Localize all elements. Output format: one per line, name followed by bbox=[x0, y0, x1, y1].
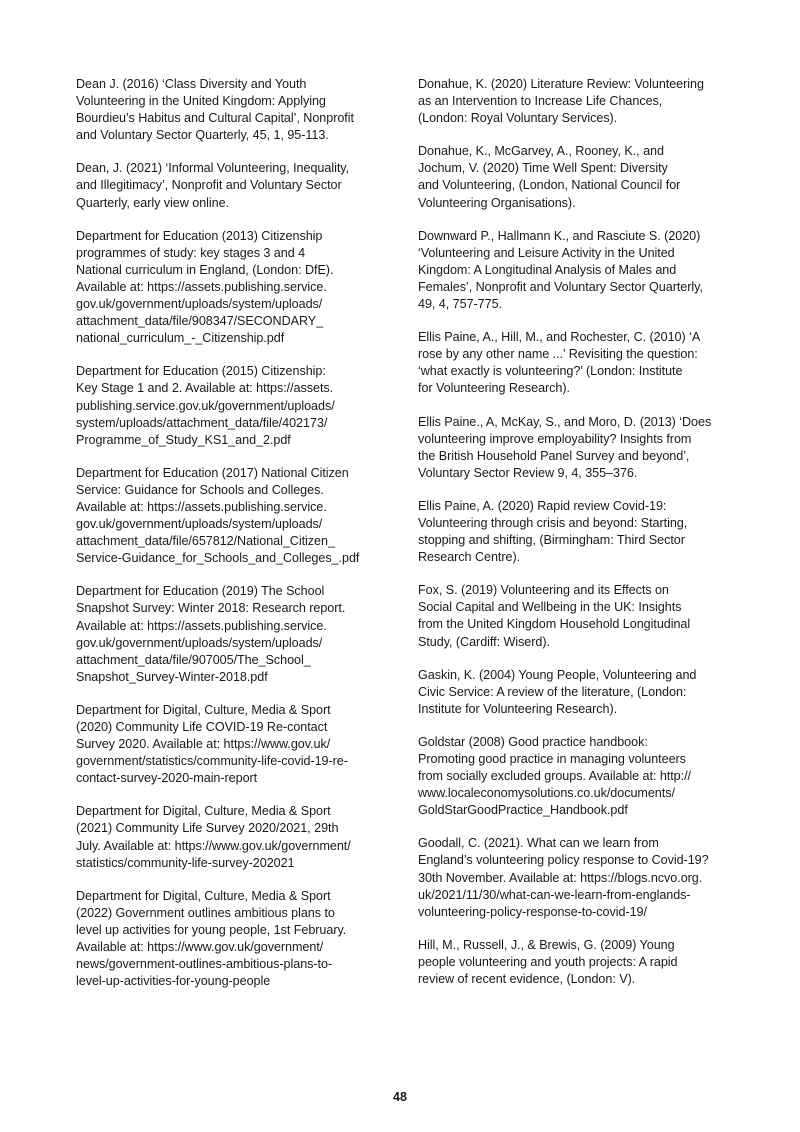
reference-entry: Fox, S. (2019) Volunteering and its Effects on Social Capital and Wellbeing in the UK: Insights from the United Kingdom Household Longitudinal Study, (Cardiff: Wiserd). bbox=[418, 583, 691, 649]
reference-entry: Department for Education (2015) Citizenship: Key Stage 1 and 2. Available at: https://assets. publishing.service.gov.uk/government/uploads/ system/uploads/attachment_data/file/402173/ Programme_of_Study_KS1_and_2.pdf bbox=[76, 364, 335, 447]
reference-entry: Dean J. (2016) ‘Class Diversity and Youth Volunteering in the United Kingdom: Applying Bourdieu’s Habitus and Cultural Capital’, Nonprofit and Voluntary Sector Quarterly, 45, 1, 95-113. bbox=[76, 77, 354, 143]
page-number: 48 bbox=[393, 1090, 407, 1104]
reference-entry: Donahue, K., McGarvey, A., Rooney, K., and Jochum, V. (2020) Time Well Spent: Diversity and Volunteering, (London, National Council for Volunteering Organisations). bbox=[418, 144, 681, 210]
reference-entry: Hill, M., Russell, J., & Brewis, G. (2009) Young people volunteering and youth projects: A rapid review of recent evidence, (London: V). bbox=[418, 937, 678, 987]
left-reference-column bbox=[76, 76, 382, 1006]
reference-entry: Department for Digital, Culture, Media & Sport (2021) Community Life Survey 2020/2021, 29th July. Available at: https://www.gov.uk/government/ statistics/community-life-survey-202021 bbox=[76, 804, 351, 870]
reference-entry: Downward P., Hallmann K., and Rasciute S. (2020) ‘Volunteering and Leisure Activity in the United Kingdom: A Longitudinal Analysis of Males and Females’, Nonprofit and Voluntary Sector Quarterly, 49, 4, 757-775. bbox=[418, 228, 703, 312]
reference-entry: Goldstar (2008) Good practice handbook: Promoting good practice in managing volunteers from socially excluded groups. Available at: http:// www.localeconomysolutions.co.uk/documents/ GoldStarGoodPractice_Handbook.pdf bbox=[418, 734, 691, 818]
right-reference-column bbox=[418, 76, 724, 1004]
reference-entry: Ellis Paine, A. (2020) Rapid review Covid-19: Volunteering through crisis and beyond: Starting, stopping and shifting, (Birmingham: Third Sector Research Centre). bbox=[418, 498, 688, 565]
reference-entry: Gaskin, K. (2004) Young People, Volunteering and Civic Service: A review of the literature, (London: Institute for Volunteering Research). bbox=[418, 667, 697, 716]
reference-entry: Donahue, K. (2020) Literature Review: Volunteering as an Intervention to Increase Life Chances, (London: Royal Voluntary Services). bbox=[418, 77, 704, 126]
reference-entry: Department for Education (2013) Citizenship programmes of study: key stages 3 and 4 National curriculum in England, (London: DfE). Available at: https://assets.publishing.service. gov.uk/government/uploads/system/uploads/ attachment_data/file/908347/SECONDARY_ national_curriculum_-_Citizenship.pdf bbox=[76, 228, 334, 346]
reference-entry: Department for Education (2019) The School Snapshot Survey: Winter 2018: Research report. Available at: https://assets.publishing.service. gov.uk/government/uploads/system/uploads/ attachment_data/file/907005/The_School_ Snapshot_Survey-Winter-2018.pdf bbox=[76, 584, 346, 684]
reference-entry: Department for Digital, Culture, Media & Sport (2020) Community Life COVID-19 Re-contact Survey 2020. Available at: https://www.gov.uk/ government/statistics/community-life-covid-19-re- contact-survey-2020-main-report bbox=[76, 702, 348, 786]
reference-entry: Department for Education (2017) National Citizen Service: Guidance for Schools and Colleges. Available at: https://assets.publishing.service. gov.uk/government/uploads/system/uploads/ attachment_data/file/657812/National_Citizen_ Service-Guidance_for_Schools_and_Colleges_.pdf bbox=[76, 465, 360, 566]
reference-entry: Ellis Paine., A, McKay, S., and Moro, D. (2013) ‘Does volunteering improve employability? Insights from the British Household Panel Survey and beyond’, Voluntary Sector Review 9, 4, 355–376. bbox=[418, 414, 712, 480]
reference-entry: Goodall, C. (2021). What can we learn from England’s volunteering policy response to Covid-19? 30th November. Available at: https://blogs.ncvo.org. uk/2021/11/30/what-can-we-learn-from-englands- volunteering-policy-response-to-covid-19/ bbox=[418, 836, 709, 919]
reference-entry: Ellis Paine, A., Hill, M., and Rochester, C. (2010) ‘A rose by any other name ...’ Revisiting the question: ‘what exactly is volunteering?’ (London: Institute for Volunteering Research). bbox=[418, 330, 701, 396]
reference-entry: Department for Digital, Culture, Media & Sport (2022) Government outlines ambitious plans to level up activities for young people, 1st February. Available at: https://www.gov.uk/government/ news/government-outlines-ambitious-plans-to- level-up-activities-for-young-people bbox=[76, 888, 347, 989]
reference-entry: Dean, J. (2021) ‘Informal Volunteering, Inequality, and Illegitimacy’, Nonprofit and Voluntary Sector Quarterly, early view online. bbox=[76, 161, 350, 210]
